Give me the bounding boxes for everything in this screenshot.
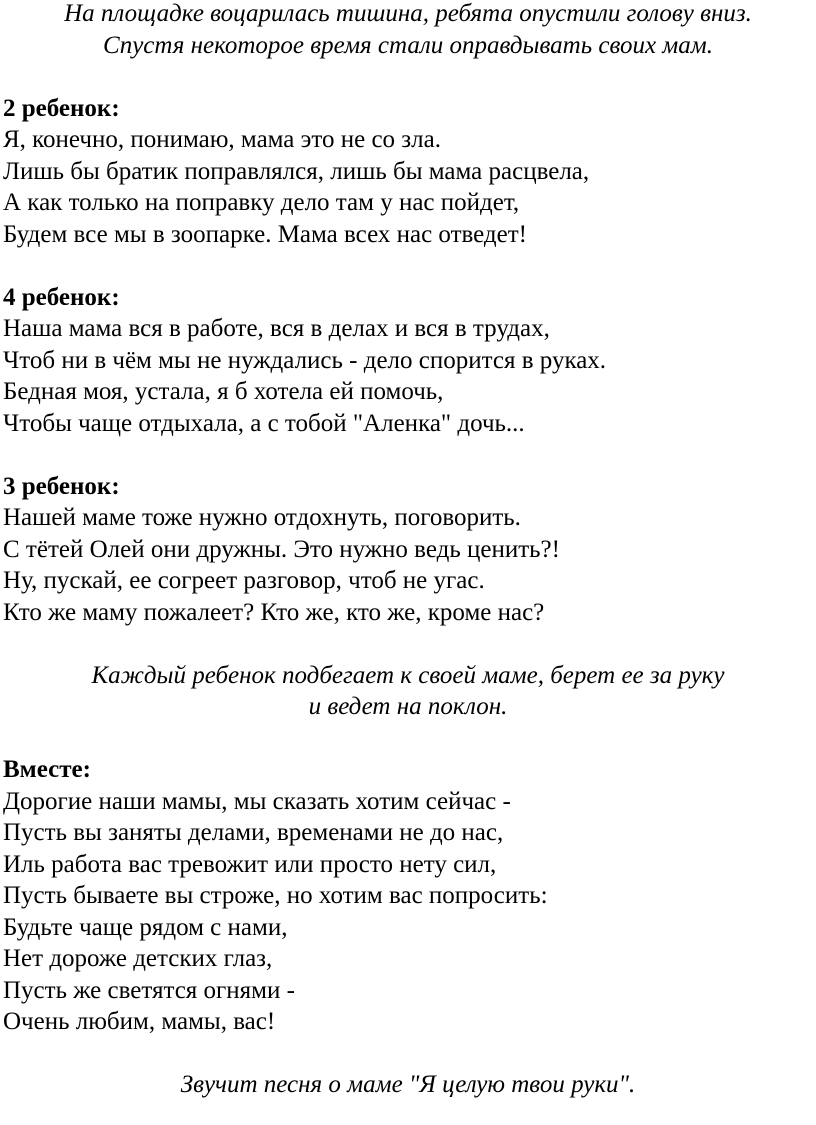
stage-direction-line: и ведет на поклон. [308,693,508,720]
verse-line: Нет дороже детских глаз, [3,945,273,972]
verse-line: А как только на поправку дело там у нас пойдет, [3,189,520,216]
intro-line: На площадке воцарилась тишина, ребята опустили голову вниз. [64,0,752,27]
verse-line: Будьте чаще рядом с нами, [3,913,288,941]
verse-line: Иль работа вас тревожит или просто нету сил, [3,850,497,878]
spacer [0,250,816,282]
verse-line: Дорогие наши мамы, мы сказать хотим сейчас - [3,787,511,815]
verse-line: Пусть бываете вы строже, но хотим вас попросить: [3,882,548,909]
intro-line: Спустя некоторое время стали оправдывать своих мам. [103,31,713,59]
speaker-heading: 3 ребенок: [3,472,120,500]
verse-line: Будем все мы в зоопарке. Мама всех нас отведет! [3,220,527,248]
verse-line: Наша мама вся в работе, вся в делах и вся в трудах, [3,315,550,342]
spacer [0,1038,816,1070]
verse-line: Ну, пускай, ее согреет разговор, чтоб не угас. [3,567,485,594]
verse-line: Лишь бы братик поправлялся, лишь бы мама расцвела, [3,157,590,185]
closing-direction: Звучит песня о маме "Я целую твои руки". [180,1071,636,1098]
section-child-3 [0,471,816,629]
stage-direction [0,660,816,723]
spacer [0,61,816,93]
intro-block [0,0,816,61]
spacer [0,723,816,755]
verse-line: Очень любим, мамы, вас! [3,1008,276,1035]
section-child-2 [0,93,816,251]
verse-line: Бедная моя, устала, я б хотела ей помочь, [3,378,444,405]
spacer [0,628,816,660]
verse-line: Пусть вы заняты делами, временами не до нас, [3,819,504,846]
section-together [0,754,816,1038]
speaker-heading: 4 ребенок: [3,283,120,311]
speaker-heading: 2 ребенок: [3,94,120,122]
speaker-heading: Вместе: [3,756,91,783]
section-child-4 [0,282,816,440]
verse-line: Чтоб ни в чём мы не нуждались - дело спорится в руках. [3,346,607,374]
spacer [0,439,816,471]
verse-line: Кто же маму пожалеет? Кто же, кто же, кроме нас? [3,598,545,626]
verse-line: Пусть же светятся огнями - [3,976,295,1004]
verse-line: Я, конечно, понимаю, мама это не со зла. [3,126,442,153]
stage-direction-line: Каждый ребенок подбегает к своей маме, берет ее за руку [91,661,725,689]
verse-line: Чтобы чаще отдыхала, а с тобой "Аленка" дочь... [3,409,525,437]
verse-line: Нашей маме тоже нужно отдохнуть, поговорить. [3,504,521,531]
verse-line: С тётей Олей они дружны. Это нужно ведь ценить?! [3,535,560,563]
